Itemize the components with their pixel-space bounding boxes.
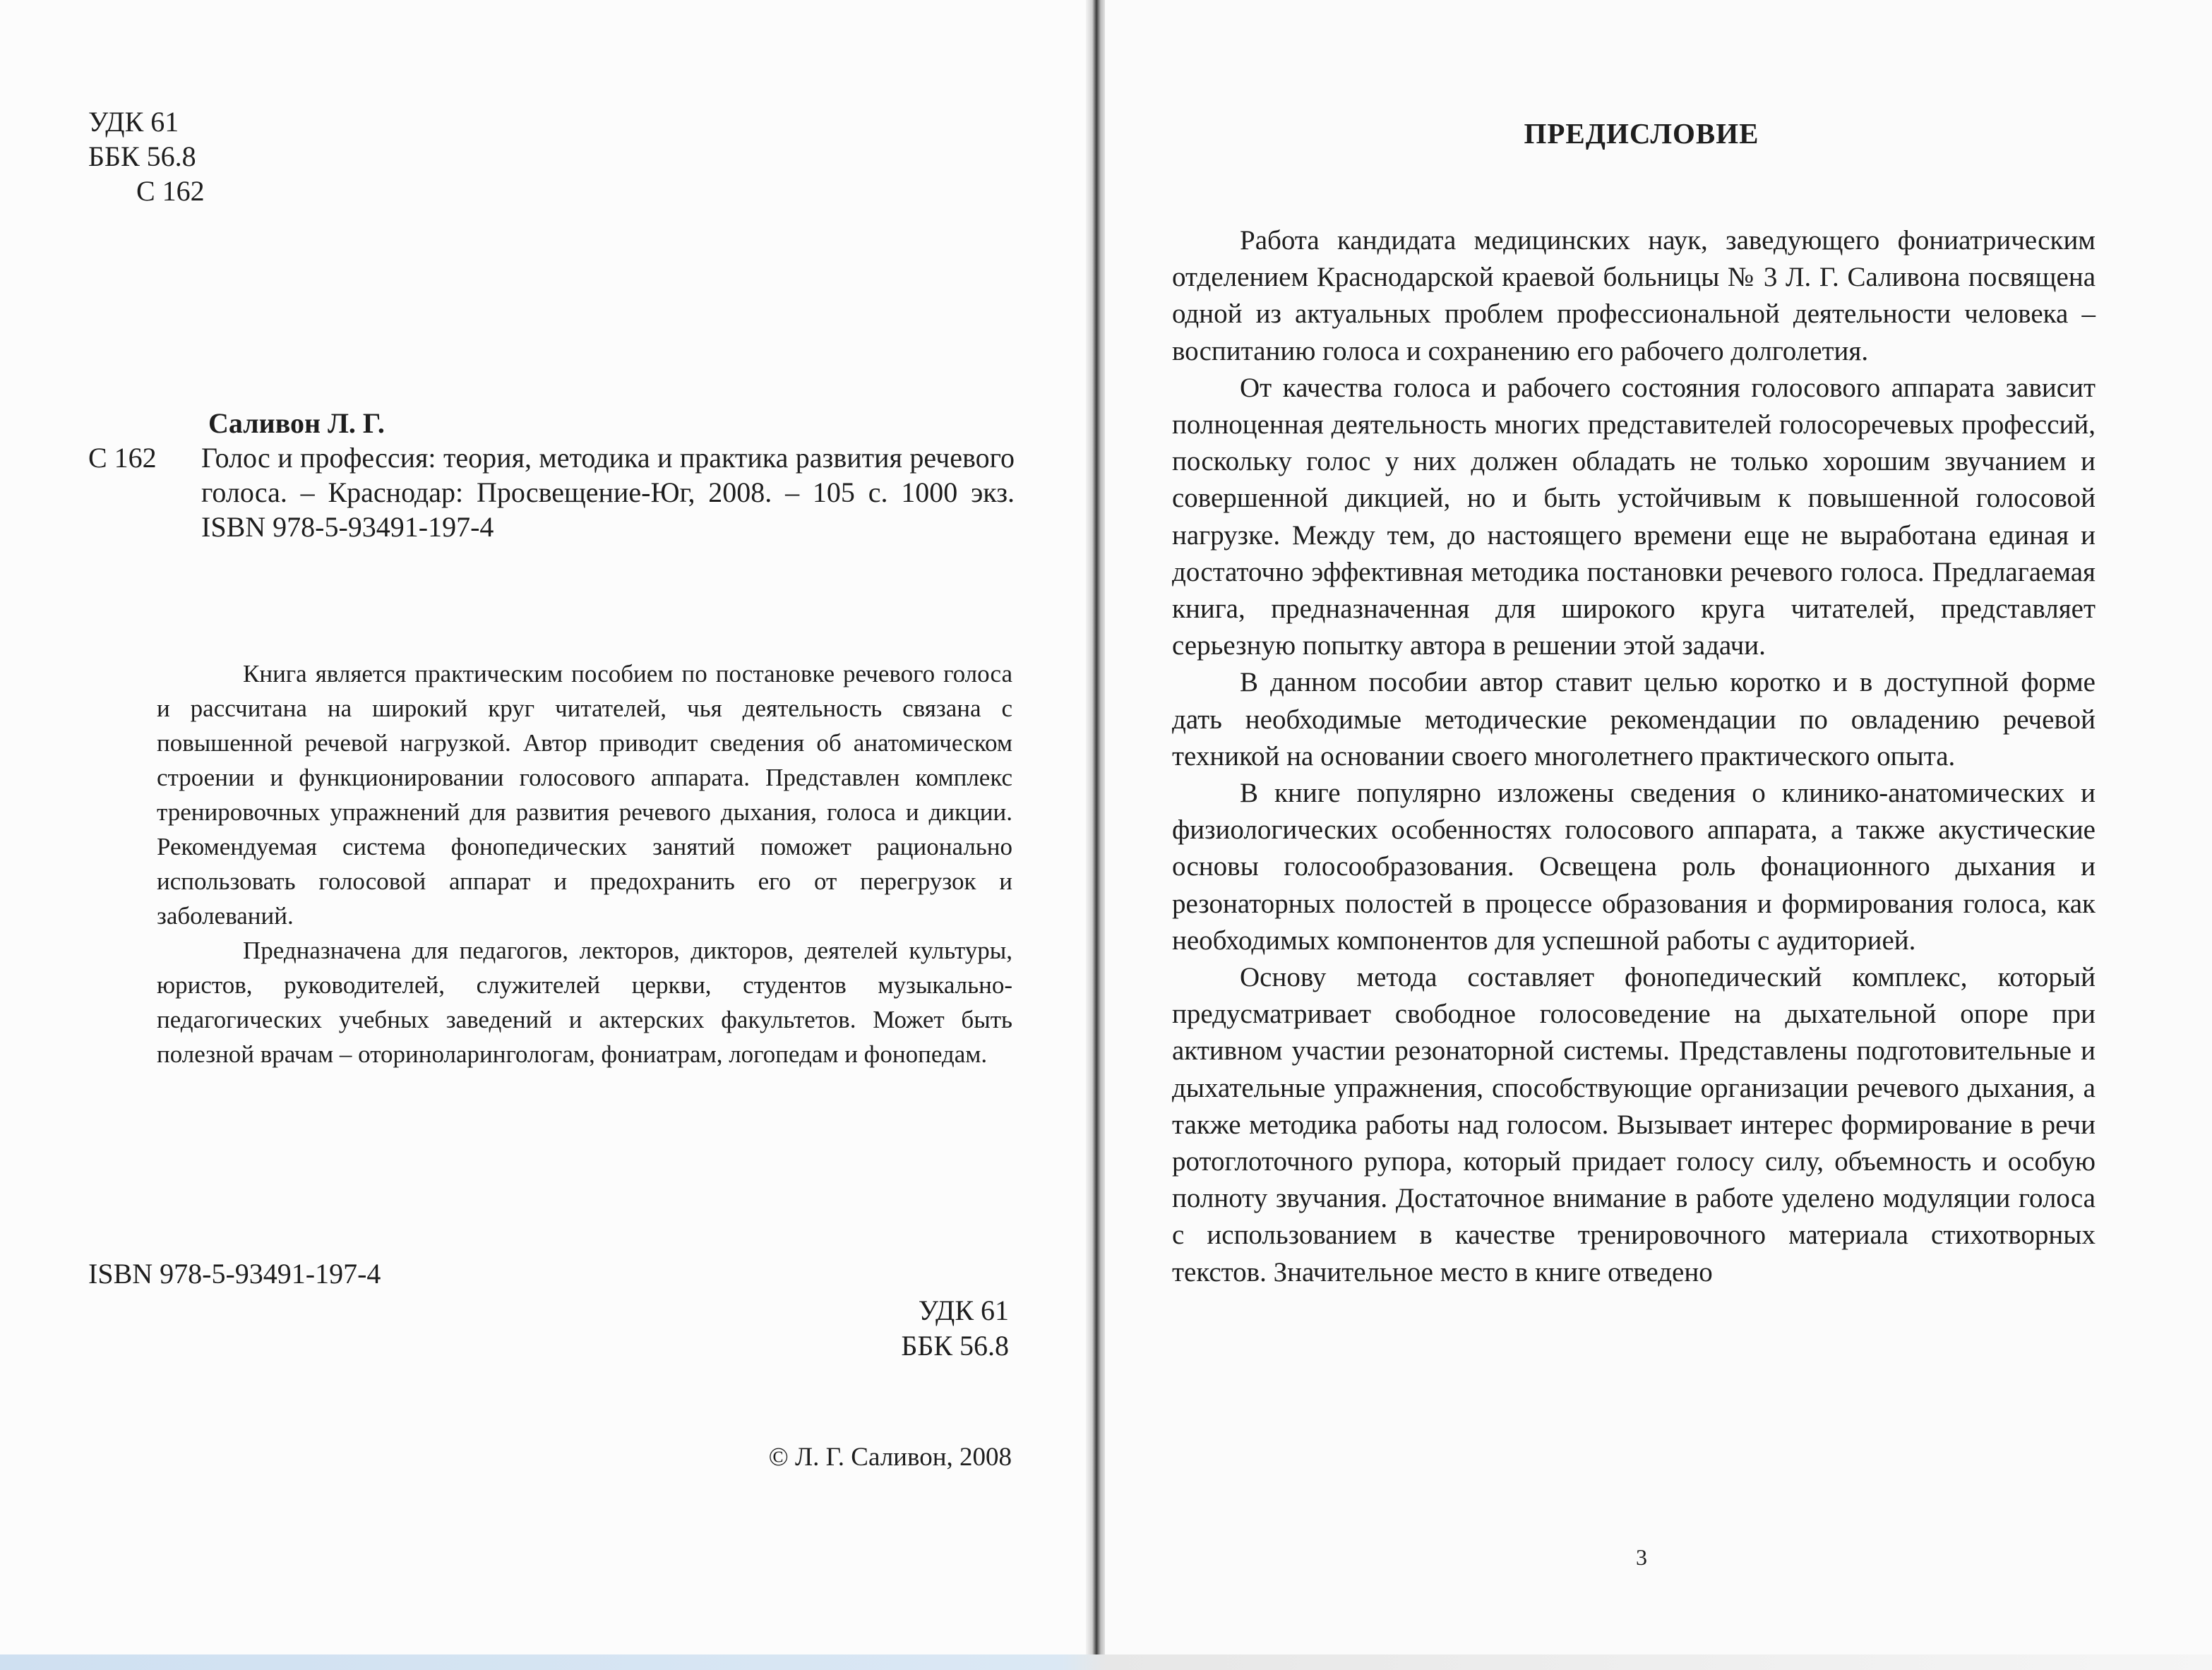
biblio-author-mark: С 162: [88, 442, 157, 474]
bbk-code-bottom: ББК 56.8: [901, 1330, 1009, 1362]
right-page: [1105, 0, 2212, 1670]
preface-paragraph: В книге популярно изложены сведения о клинико-анатомических и физиологических особенностях голосового аппарата, а также акустические основы голосообразования. Освещена роль фонационного дыхания и резонаторных полостей в процессе образования и формирования голоса, как необходимых компонентов для успешной работы с аудиторией.: [1172, 778, 2096, 956]
preface-paragraph: Основу метода составляет фонопедический комплекс, который предусматривает свободное голосоведение на дыхательной опоре при активном участии резонаторной системы. Представлены подготовительные и дыхательные упражнения, способствующие организации речевого дыхания, а также методика работы над голосом. Вызывает интерес формирование в речи ротоглоточного рупора, который придает голосу силу, объемность и особую полноту звучания. Достаточное внимание в работе уделено модуляции голоса с использованием в качестве тренировочного материала стихотворных текстов. Значительное место в книге отведено: [1172, 962, 2096, 1287]
preface-title: ПРЕДИСЛОВИЕ: [1524, 117, 1759, 150]
author-name: Саливон Л. Г.: [208, 407, 385, 439]
book-gutter: [1086, 0, 1107, 1670]
preface-paragraph: Работа кандидата медицинских наук, заведующего фониатрическим отделением Краснодарской краевой больницы № 3 Л. Г. Саливона посвящена одной из актуальных проблем профессиональной деятельности человека – воспитанию голоса и сохранению его рабочего долголетия.: [1172, 225, 2096, 366]
bbk-code: ББК 56.8: [88, 140, 196, 172]
classification-bottom: [901, 1293, 1009, 1364]
annotation-paragraph: Книга является практическим пособием по постановке речевого голоса и рассчитана на широкий круг читателей, чья деятельность связана с повышенной речевой нагрузкой. Автор приводит сведения об анатомическом строении и функционировании голосового аппарата. Представлен комплекс тренировочных упражнений для развития речевого дыхания, голоса и дикции. Рекомендуемая система фонопедических занятий поможет рационально использовать голосовой аппарат и предохранить его от перегрузок и заболеваний.: [157, 660, 1012, 930]
preface-paragraph: В данном пособии автор ставит целью коротко и в доступной форме дать необходимые методические рекомендации по овладению речевой техникой на основании своего многолетнего практического опыта.: [1172, 667, 2096, 771]
preface-paragraph: От качества голоса и рабочего состояния голосового аппарата зависит полноценная деятельность многих представителей голосоречевых профессий, поскольку голос у них должен обладать не только хорошим звучанием и совершенной дикцией, но и быть устойчивым к повышенной голосовой нагрузке. Между тем, до настоящего времени еще не выработана единая и достаточно эффективная методика постановки речевого голоса. Предлагаемая книга, предназначенная для широкого круга читателей, представляет серьезную попытку автора в решении этой задачи.: [1172, 372, 2096, 661]
annotation-paragraph: Предназначена для педагогов, лекторов, дикторов, деятелей культуры, юристов, руководителей, служителей церкви, студентов музыкально-педагогических учебных заведений и актерских факультетов. Может быть полезной врачам – оториноларингологам, фониатрам, логопедам и фонопедам.: [157, 937, 1012, 1068]
isbn: ISBN 978-5-93491-197-4: [88, 1258, 381, 1290]
author-mark: С 162: [136, 175, 205, 207]
page-number: 3: [1636, 1544, 1647, 1570]
annotation: [157, 656, 1012, 1071]
copyright: © Л. Г. Саливон, 2008: [768, 1443, 1012, 1472]
udk-code-bottom: УДК 61: [918, 1294, 1009, 1326]
classification-block: [88, 104, 205, 208]
scan-edge: [0, 1654, 2212, 1670]
preface-body: [1172, 222, 2096, 1291]
udk-code: УДК 61: [88, 106, 179, 138]
left-page: [0, 0, 1091, 1670]
biblio-description: Голос и профессия: теория, методика и практика развития речевого голоса. – Краснодар: Просвещение-Юг, 2008. – 105 с. 1000 экз. ISBN 978-5-93491-197-4: [201, 442, 1015, 543]
bibliographic-record: [88, 406, 1015, 544]
